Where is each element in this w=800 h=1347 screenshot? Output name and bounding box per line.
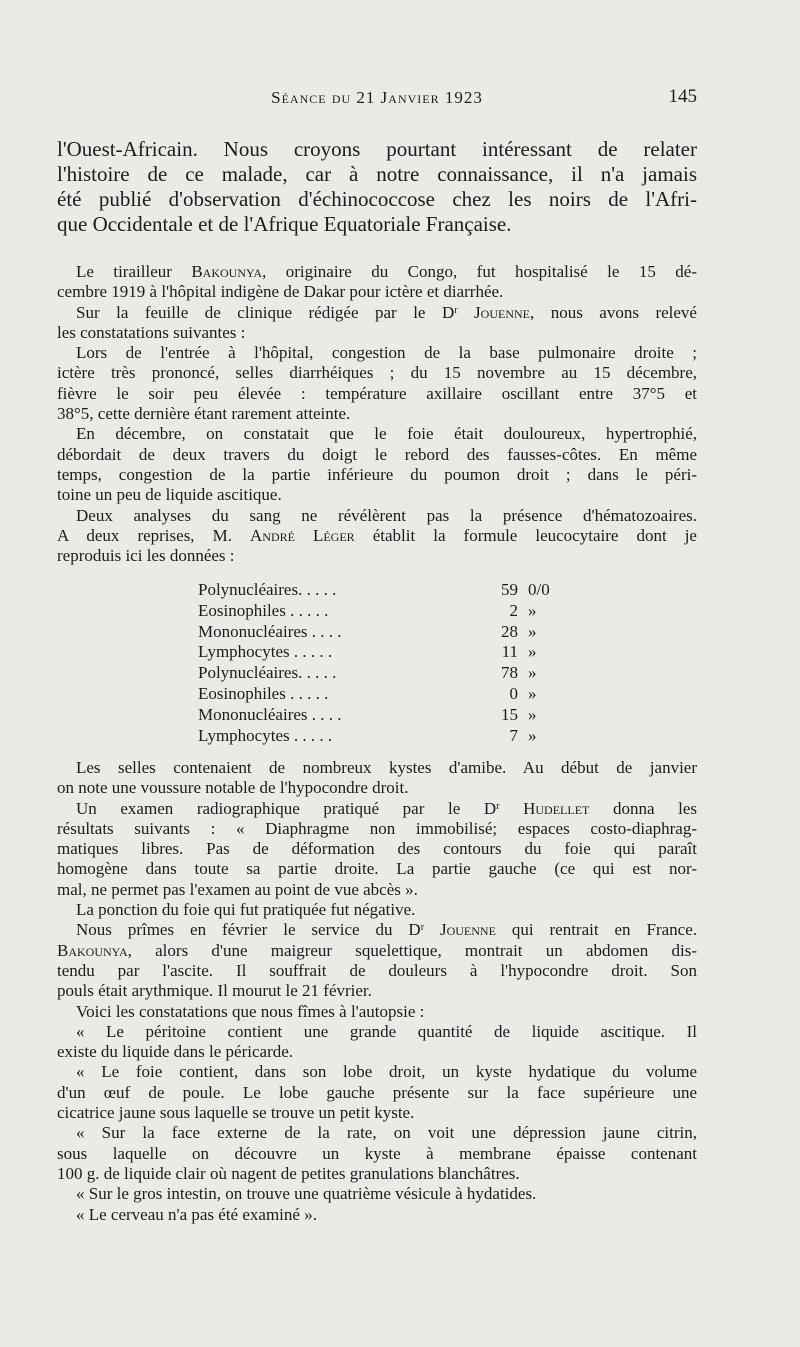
intro-line: été publié d'observation d'échinococcose chez les noirs de l'Afri- bbox=[57, 187, 697, 211]
line-text: pouls était arythmique. Il mourut le 21 février. bbox=[57, 981, 372, 1001]
text-line bbox=[57, 1083, 697, 1103]
intro-paragraph bbox=[57, 137, 697, 237]
line-text: « Le cerveau n'a pas été examiné ». bbox=[76, 1204, 317, 1224]
person-name: Jouenne bbox=[424, 920, 496, 940]
line-text: d'un œuf de poule. Le lobe gauche présente sur la face supérieure une bbox=[57, 1082, 697, 1102]
text-line bbox=[57, 1123, 697, 1143]
line-text: existe du liquide dans le péricarde. bbox=[57, 1042, 294, 1062]
text-line bbox=[57, 1062, 697, 1082]
text-line bbox=[57, 343, 697, 363]
text-line bbox=[57, 404, 697, 424]
cell-name: Eosinophiles . . . . . bbox=[198, 683, 329, 703]
cell-value: 28 bbox=[501, 621, 518, 641]
text-line bbox=[57, 526, 697, 546]
page-number: 145 bbox=[668, 86, 697, 107]
line-text: Sur la feuille de clinique rédigée par le D bbox=[76, 302, 455, 322]
text-line bbox=[57, 839, 697, 859]
table-row bbox=[198, 601, 568, 622]
line-text: mal, ne permet pas l'examen au point de vue abcès ». bbox=[57, 879, 418, 899]
line-text: « Sur la face externe de la rate, on voit une dépression jaune citrin, bbox=[76, 1123, 697, 1143]
cell-unit: » bbox=[528, 621, 537, 641]
line-text: cicatrice jaune sous laquelle se trouve un petit kyste. bbox=[57, 1103, 415, 1123]
text-line bbox=[57, 1103, 697, 1123]
text-line bbox=[57, 262, 697, 282]
line-text-rest: qui rentrait en France. bbox=[495, 920, 697, 940]
cell-unit: » bbox=[528, 663, 537, 683]
line-text: Lors de l'entrée à l'hôpital, congestion de la base pulmonaire droite ; bbox=[76, 343, 697, 363]
cell-value: 78 bbox=[501, 663, 518, 683]
line-text: ictère très prononcé, selles diarrhéiques ; du 15 novembre au 15 décembre, bbox=[57, 363, 697, 383]
line-text-rest: donna les bbox=[589, 798, 698, 818]
line-text: toine un peu de liquide ascitique. bbox=[57, 485, 282, 505]
cell-name: Polynucléaires. . . . . bbox=[198, 580, 337, 599]
line-text: « Le foie contient, dans son lobe droit, un kyste hydatique du volume bbox=[76, 1062, 697, 1082]
cell-value: 7 bbox=[509, 725, 518, 745]
cell-value: 59 bbox=[501, 580, 518, 599]
cell-name: Lymphocytes . . . . . bbox=[198, 642, 333, 662]
text-line bbox=[57, 941, 697, 961]
cell-value: 0 bbox=[509, 683, 518, 703]
leucocyte-formula-table bbox=[198, 580, 568, 746]
text-line bbox=[57, 323, 697, 343]
text-line bbox=[57, 485, 697, 505]
intro-line: l'Ouest-Africain. Nous croyons pourtant intéressant de relater bbox=[57, 137, 697, 161]
cell-name: Mononucléaires . . . . bbox=[198, 704, 342, 724]
text-line bbox=[57, 363, 697, 383]
line-text: Le tirailleur bbox=[76, 262, 192, 281]
line-text: sous laquelle on découvre un kyste à membrane épaisse contenant bbox=[57, 1143, 697, 1163]
line-text: temps, congestion de la partie inférieure du poumon droit ; dans le péri- bbox=[57, 464, 697, 484]
line-text: Voici les constatations que nous fîmes à l'autopsie : bbox=[76, 1001, 425, 1021]
cell-unit: » bbox=[528, 704, 537, 724]
superscript: r bbox=[496, 800, 500, 812]
line-text: Nous prîmes en février le service du D bbox=[76, 920, 421, 940]
text-line bbox=[57, 1002, 697, 1022]
text-line bbox=[57, 880, 697, 900]
cell-unit: 0/0 bbox=[528, 580, 550, 599]
text-line bbox=[57, 900, 697, 920]
text-line bbox=[57, 1184, 697, 1204]
cell-value: 2 bbox=[509, 600, 518, 620]
superscript: r bbox=[420, 922, 425, 934]
line-text: matiques libres. Pas de déformation des contours du foie qui paraît bbox=[57, 839, 697, 859]
superscript: r bbox=[454, 304, 458, 316]
text-line bbox=[57, 778, 697, 798]
cell-unit: » bbox=[528, 642, 537, 662]
table-row bbox=[198, 705, 568, 726]
line-text: tendu par l'ascite. Il souffrait de douleurs à l'hypocondre droit. Son bbox=[57, 960, 697, 980]
running-title: Séance du 21 Janvier 1923 bbox=[271, 88, 483, 107]
cell-name: Lymphocytes . . . . . bbox=[198, 725, 333, 745]
line-text-rest: établit la formule leucocytaire dont je bbox=[354, 525, 697, 545]
text-line bbox=[57, 506, 697, 526]
line-text: débordait de deux travers du doigt le rebord des fausses-côtes. En même bbox=[57, 444, 697, 464]
cell-name: Mononucléaires . . . . bbox=[198, 621, 342, 641]
cell-name: Eosinophiles . . . . . bbox=[198, 600, 329, 620]
line-text: Un examen radiographique pratiqué par le D bbox=[76, 798, 497, 818]
person-name: Jouenne bbox=[457, 302, 530, 322]
line-text: homogène dans toute sa partie droite. La partie gauche (ce qui est nor- bbox=[57, 859, 697, 879]
line-text-rest: , nous avons relevé bbox=[529, 302, 697, 322]
person-name: Hudellet bbox=[499, 798, 590, 818]
text-line bbox=[57, 384, 697, 404]
table-row bbox=[198, 642, 568, 663]
line-text: En décembre, on constatait que le foie était douloureux, hypertrophié, bbox=[76, 424, 697, 444]
line-text: « Le péritoine contient une grande quantité de liquide ascitique. Il bbox=[76, 1021, 697, 1041]
cell-name: Polynucléaires. . . . . bbox=[198, 663, 337, 683]
text-line bbox=[57, 424, 697, 444]
text-line bbox=[57, 859, 697, 879]
text-line bbox=[57, 282, 697, 302]
text-line bbox=[57, 920, 697, 940]
cell-unit: » bbox=[528, 725, 537, 745]
cell-unit: » bbox=[528, 600, 537, 620]
text-line bbox=[57, 758, 697, 778]
cell-value: 11 bbox=[501, 642, 518, 662]
person-name: André Léger bbox=[250, 525, 355, 545]
cell-unit: » bbox=[528, 683, 537, 703]
text-line bbox=[57, 1144, 697, 1164]
line-text: 100 g. de liquide clair où nagent de petites granulations blanchâtres. bbox=[57, 1163, 520, 1183]
line-text: Les selles contenaient de nombreux kystes d'amibe. Au début de janvier bbox=[76, 758, 697, 777]
text-line bbox=[57, 546, 697, 566]
line-text: résultats suivants : « Diaphragme non immobilisé; espaces costo-diaphrag- bbox=[57, 818, 697, 838]
line-text-rest: , originaire du Congo, fut hospitalisé le 15 dé- bbox=[262, 262, 697, 281]
line-text: cembre 1919 à l'hôpital indigène de Dakar pour ictère et diarrhée. bbox=[57, 282, 504, 302]
person-name: Bakounya bbox=[57, 940, 128, 960]
table-row bbox=[198, 663, 568, 684]
text-line bbox=[57, 465, 697, 485]
line-text-rest: , alors d'une maigreur squelettique, montrait un abdomen dis- bbox=[127, 940, 697, 960]
line-text: les constatations suivantes : bbox=[57, 322, 246, 342]
intro-line: l'histoire de ce malade, car à notre connaissance, il n'a jamais bbox=[57, 162, 697, 186]
text-line bbox=[57, 981, 697, 1001]
intro-line: que Occidentale et de l'Afrique Equatoriale Française. bbox=[57, 212, 512, 236]
line-text: on note une voussure notable de l'hypocondre droit. bbox=[57, 778, 409, 798]
line-text: 38°5, cette dernière étant rarement atteinte. bbox=[57, 404, 351, 424]
line-text: « Sur le gros intestin, on trouve une quatrième vésicule à hydatides. bbox=[76, 1184, 537, 1204]
line-text: reproduis ici les données : bbox=[57, 546, 235, 566]
text-line bbox=[57, 1205, 697, 1225]
text-line bbox=[57, 445, 697, 465]
text-line bbox=[57, 961, 697, 981]
text-line bbox=[57, 303, 697, 323]
line-text: Deux analyses du sang ne révélèrent pas la présence d'hématozoaires. bbox=[76, 505, 697, 525]
cell-value: 15 bbox=[501, 704, 518, 724]
text-line bbox=[57, 819, 697, 839]
line-text: La ponction du foie qui fut pratiquée fut négative. bbox=[76, 900, 416, 920]
page-header bbox=[57, 86, 697, 112]
table-row bbox=[198, 622, 568, 643]
autopsy-report bbox=[57, 758, 697, 1225]
case-history bbox=[57, 262, 697, 566]
person-name: Bakounya bbox=[191, 262, 263, 281]
table-row bbox=[198, 684, 568, 705]
text-line bbox=[57, 799, 697, 819]
line-text: fièvre le soir peu élevée : température axillaire oscillant entre 37°5 et bbox=[57, 383, 697, 403]
text-line bbox=[57, 1022, 697, 1042]
table-row bbox=[198, 580, 568, 601]
line-text: A deux reprises, M. bbox=[57, 525, 250, 545]
text-line bbox=[57, 1042, 697, 1062]
text-line bbox=[57, 1164, 697, 1184]
table-row bbox=[198, 726, 568, 747]
